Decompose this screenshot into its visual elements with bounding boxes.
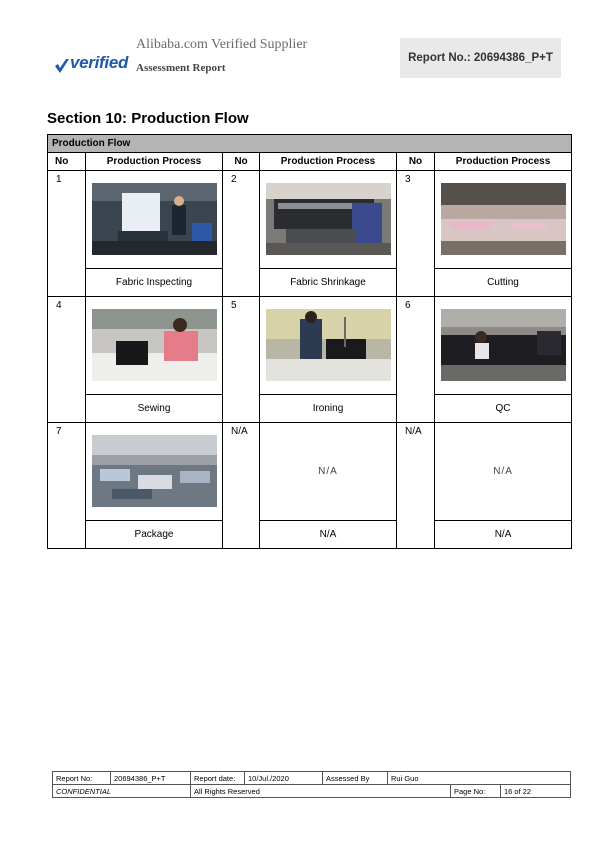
- process-caption: Cutting: [435, 269, 572, 297]
- process-photo-cell: [86, 423, 223, 521]
- footer-report-date-value: 10/Jul./2020: [245, 772, 323, 785]
- table-header-row: [48, 153, 572, 171]
- package-photo: [92, 435, 217, 507]
- table-title: Production Flow: [48, 135, 572, 153]
- header-no: No: [397, 153, 435, 171]
- table-row: [48, 297, 572, 395]
- process-caption: Package: [86, 521, 223, 549]
- header-no: No: [48, 153, 86, 171]
- step-number: N/A: [223, 423, 260, 549]
- process-photo-cell: [260, 171, 397, 269]
- step-number: 1: [48, 171, 86, 297]
- process-photo-placeholder: N/A: [260, 423, 397, 521]
- process-caption: QC: [435, 395, 572, 423]
- verified-logo: [54, 53, 129, 78]
- ironing-photo: [266, 309, 391, 381]
- process-photo-placeholder: N/A: [435, 423, 572, 521]
- fabric-shrinkage-photo: [266, 183, 391, 255]
- process-caption: Fabric Inspecting: [86, 269, 223, 297]
- table-row: [48, 521, 572, 549]
- checkmark-icon: [54, 58, 70, 76]
- footer-report-no-value: 20694386_P+T: [111, 772, 191, 785]
- table-row: [48, 269, 572, 297]
- footer-confidential: CONFIDENTIAL: [53, 785, 191, 798]
- process-photo-cell: [86, 171, 223, 269]
- header-process: Production Process: [86, 153, 223, 171]
- process-photo-cell: [435, 297, 572, 395]
- fabric-inspecting-photo: [92, 183, 217, 255]
- cutting-photo: [441, 183, 566, 255]
- step-number: 2: [223, 171, 260, 297]
- table-row: [48, 171, 572, 269]
- footer-assessed-by-label: Assessed By: [323, 772, 388, 785]
- header-process: Production Process: [435, 153, 572, 171]
- step-number: 4: [48, 297, 86, 423]
- step-number: 6: [397, 297, 435, 423]
- header-process: Production Process: [260, 153, 397, 171]
- process-photo-cell: [86, 297, 223, 395]
- process-caption: Sewing: [86, 395, 223, 423]
- process-caption: N/A: [435, 521, 572, 549]
- process-photo-cell: [435, 171, 572, 269]
- page-footer: [52, 771, 571, 798]
- footer-rights: All Rights Reserved: [191, 785, 451, 798]
- table-row: [48, 423, 572, 521]
- assessment-line: Assessment Report: [136, 62, 226, 74]
- step-number: 5: [223, 297, 260, 423]
- sewing-photo: [92, 309, 217, 381]
- qc-photo: [441, 309, 566, 381]
- process-caption: N/A: [260, 521, 397, 549]
- step-number: 7: [48, 423, 86, 549]
- process-caption: Ironing: [260, 395, 397, 423]
- logo-wordmark: verified: [70, 53, 129, 72]
- supplier-line: Alibaba.com Verified Supplier: [136, 37, 308, 52]
- production-flow-table: [47, 134, 572, 549]
- report-number-box: Report No.: 20694386_P+T: [400, 38, 561, 78]
- step-number: N/A: [397, 423, 435, 549]
- footer-page-value: 16 of 22: [501, 785, 571, 798]
- footer-report-date-label: Report date:: [191, 772, 245, 785]
- table-row: [48, 395, 572, 423]
- process-photo-cell: [260, 297, 397, 395]
- footer-report-no-label: Report No:: [53, 772, 111, 785]
- footer-page-label: Page No:: [451, 785, 501, 798]
- footer-assessed-by-value: Rui Guo: [388, 772, 571, 785]
- section-title: Section 10: Production Flow: [47, 110, 249, 127]
- step-number: 3: [397, 171, 435, 297]
- process-caption: Fabric Shrinkage: [260, 269, 397, 297]
- header-no: No: [223, 153, 260, 171]
